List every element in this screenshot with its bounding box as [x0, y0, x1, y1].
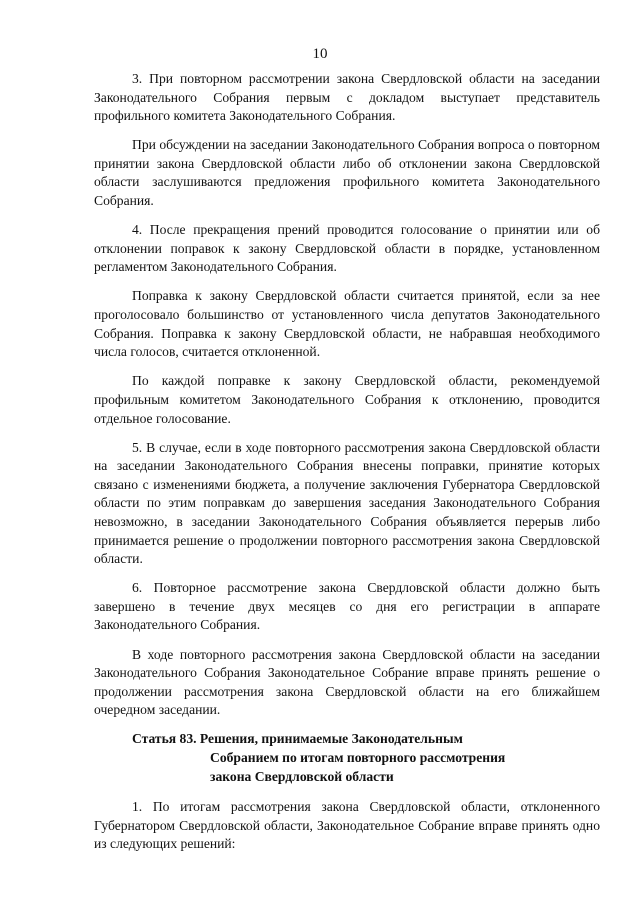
page-number: 10: [312, 46, 328, 62]
article-83-heading: [94, 730, 600, 786]
paragraph-next-session: В ходе повторного рассмотрения закона Свердловской области на заседании Законодательного Собрания Законодательное Собрание вправе принять решение о продолжении рассмотрения закона Свердловской области на его ближайшем очередном заседании.: [94, 646, 600, 718]
document-body: [94, 70, 600, 864]
article-heading-line-3: закона Свердловской области: [210, 768, 394, 784]
paragraph-4-amendment-vote: 4. После прекращения прений проводится голосование о принятии или об отклонении поправок к закону Свердловской области в порядке, установленном регламентом Законодательного Собрания.: [94, 222, 600, 275]
paragraph-amendment-accepted: Поправка к закону Свердловской области считается принятой, если за нее проголосовало большинство от установленного числа депутатов Законодательного Собрания. Поправка к закону Свердловской области, не набравшая необходимого числа голосов, считается отклоненной.: [94, 288, 600, 360]
paragraph-5-budget-amendments: 5. В случае, если в ходе повторного рассмотрения закона Свердловской области на заседании Законодательного Собрания внесены поправки, принятие которых связано с изменениями бюджета, а получение заключения Губернатора Свердловской области по этим поправкам до завершения заседания Законодательного Собрания невозможно, в заседании Законодательного Собрания объявляется перерыв либо принимается решение о продолжении повторного рассмотрения закона Свердловской области.: [94, 439, 600, 567]
article-heading-line-2: Собранием по итогам повторного рассмотрения: [210, 750, 506, 765]
article-83-paragraph-1: 1. По итогам рассмотрения закона Свердловской области, отклоненного Губернатором Свердловской области, Законодательное Собрание вправе принять одно из следующих решений:: [94, 799, 600, 852]
paragraph-3-first-speaker: 3. При повторном рассмотрении закона Свердловской области на заседании Законодательного Собрания первым с докладом выступает представитель профильного комитета Законодательного Собрания.: [94, 71, 600, 124]
article-heading-line-1: Статья 83. Решения, принимаемые Законодательным: [132, 731, 463, 747]
paragraph-separate-vote: По каждой поправке к закону Свердловской области, рекомендуемой профильным комитетом Законодательного Собрания к отклонению, проводится отдельное голосование.: [94, 373, 600, 426]
paragraph-6-two-months: 6. Повторное рассмотрение закона Свердловской области должно быть завершено в течение двух месяцев со дня его регистрации в аппарате Законодательного Собрания.: [94, 580, 600, 633]
paragraph-committee-proposals: При обсуждении на заседании Законодательного Собрания вопроса о повторном принятии закона Свердловской области либо об отклонении закона Свердловской области заслушиваются предложения профильного комитета Законодательного Собрания.: [94, 137, 600, 209]
